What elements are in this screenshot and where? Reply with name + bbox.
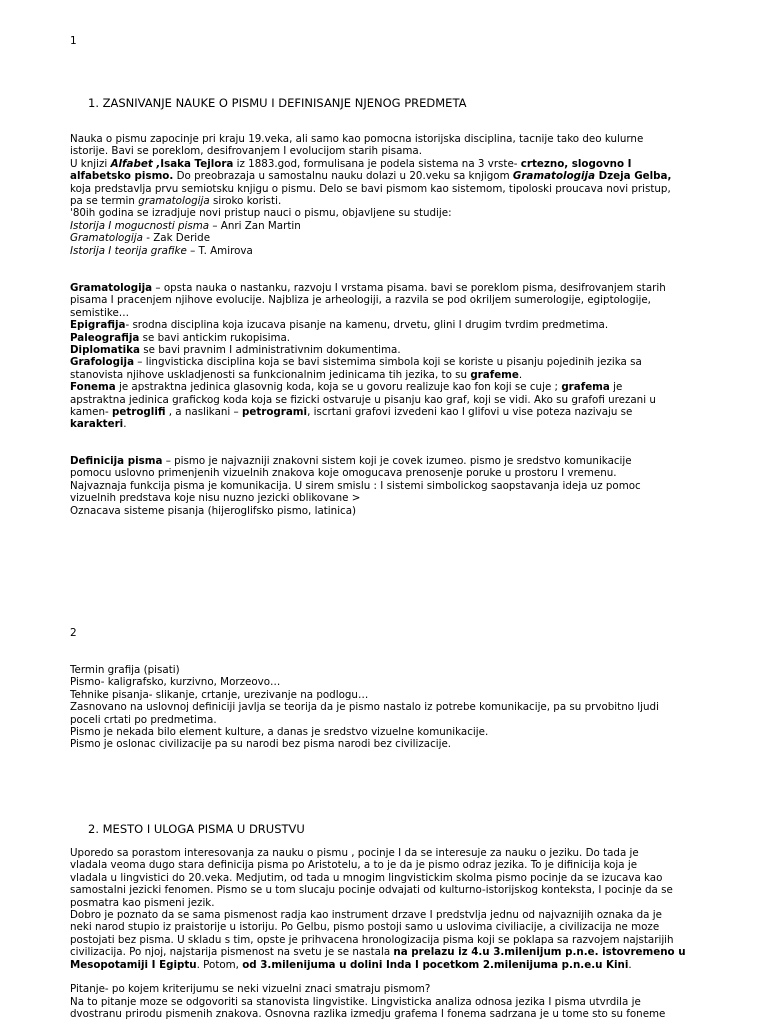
term-bold: Definicija pisma bbox=[70, 455, 163, 467]
text-line: Oznacava sisteme pisanja (hijeroglifsko pismo, latinica) bbox=[70, 504, 357, 517]
term-bold: karakteri bbox=[70, 418, 124, 431]
intro-paragraph bbox=[70, 133, 710, 257]
text-run: se bavi antickim rukopisima. bbox=[139, 331, 291, 344]
text-line bbox=[70, 406, 710, 418]
text-line: pomocu uslovno primenjenih vizuelnih znakova koje omogucava prenosenje poruke u prostoru I vremenu. bbox=[70, 467, 617, 480]
term-italic: gramatologija bbox=[138, 195, 210, 208]
text-line bbox=[70, 418, 710, 430]
text-line: poceli crtati po predmetima. bbox=[70, 713, 217, 726]
text-line bbox=[70, 369, 710, 381]
text-line: Pismo- kaligrafsko, kurzivno, Morzeovo… bbox=[70, 676, 281, 689]
study-author: – T. Amirova bbox=[186, 244, 253, 257]
text-line: dvostranu prirodu pismenih znakova. Osnovna razlika izmedju grafema I fonema sadrzana je u tome sto su foneme bbox=[70, 1008, 666, 1021]
term-bold: Diplomatika bbox=[70, 344, 140, 357]
text-line: Termin grafija (pisati) bbox=[70, 664, 180, 676]
text-run: . Potom, bbox=[196, 958, 243, 971]
text-run: . bbox=[518, 368, 523, 381]
text-run: kamen- bbox=[70, 406, 112, 419]
text-line bbox=[70, 959, 710, 971]
text-line: Dobro je poznato da se sama pismenost radja kao instrument drzave I predstvlja jednu od najvaznijih oznaka da je bbox=[70, 909, 662, 922]
text-line bbox=[70, 282, 710, 294]
text-line bbox=[70, 195, 710, 207]
text-line bbox=[70, 170, 710, 182]
term-bold: petrogrami bbox=[241, 406, 308, 419]
text-line bbox=[70, 158, 710, 170]
text-run: – opsta nauka o nastanku, razvoju I vrstama pisama. bavi se poreklom pisma, desifrovanjem starih bbox=[152, 282, 666, 294]
study-line bbox=[70, 220, 710, 232]
blank-line bbox=[70, 971, 710, 983]
text-run: civilizacija. Po njoj, najstarija pismenost na svetu je se nastala bbox=[70, 946, 394, 959]
author-name: Dzeja Gelba, bbox=[595, 170, 672, 183]
study-title: Istorija I teorija grafike bbox=[70, 244, 187, 257]
term-bold: Fonema bbox=[70, 381, 116, 394]
text-run: je apstraktna jedinica glasovnig koda, koja se u govoru realizuje kao fon koji se cuje ; bbox=[115, 381, 562, 394]
text-line: koja predstavlja prvu semiotsku knjigu o pismu. Delo se bavi pismom kao sistemom, tipoloski proucava novi pristup, bbox=[70, 182, 671, 195]
text-line: vladala u lingvistici do 20.veka. Medjutim, od tada u mnogim lingvistickim skolma pismo pocinje da se izucava kao bbox=[70, 871, 663, 884]
study-author: - Zak Deride bbox=[142, 232, 211, 245]
emphasis-text: alfabetsko pismo. bbox=[70, 170, 174, 183]
emphasis-text: Mesopotamiji I Egiptu bbox=[70, 958, 197, 971]
text-line: Pismo je nekada bilo element kulture, a danas je sredstvo vizuelne komunikacije. bbox=[70, 726, 489, 739]
text-run: iz 1883.god, formulisana je podela sistema na 3 vrste- bbox=[233, 157, 521, 170]
text-run: Do preobrazaja u samostalnu nauku dolazi u 20.veku sa knjigom bbox=[173, 170, 513, 183]
text-line: Pitanje- po kojem kriterijumu se neki vizuelni znaci smatraju pismom? bbox=[70, 983, 431, 996]
text-line: samostalni jezicki fenomen. Pismo se u tom slucaju pocinje odvajati od kulturno-istorijskog konteksta, I pocinje da se bbox=[70, 884, 673, 897]
text-line: postojati bez pisma. U skladu s tim, opste je prihvacena hronologizacija pisma koji se poklapa sa razvojem najstarijih bbox=[70, 933, 674, 946]
term-bold: grafema bbox=[561, 381, 610, 394]
text-line: Tehnike pisanja- slikanje, crtanje, urezivanje na podlogu… bbox=[70, 688, 369, 701]
text-line: Zasnovano na uslovnoj definiciji javlja se teorija da je pismo nastalo iz potrebe komunikacije, pa su prvobitno ljudi bbox=[70, 701, 659, 714]
text-run: – pismo je najvazniji znakovni sistem koji je covek izumeo. pismo je sredstvo komunikacije bbox=[162, 455, 632, 467]
term-bold: grafeme bbox=[470, 368, 519, 381]
text-line bbox=[70, 319, 710, 331]
grafija-paragraph bbox=[70, 664, 710, 751]
text-run: - srodna disciplina koja izucava pisanje na kamenu, drvetu, glini I drugim tvrdim predmetima. bbox=[125, 319, 609, 332]
page-number-1: 1 bbox=[70, 35, 77, 47]
emphasis-text: od 3.milenijuma u dolini Inda I pocetkom 2.milenijuma p.n.e.u Kini bbox=[242, 958, 629, 971]
author-name: Isaka Tejlora bbox=[160, 157, 234, 170]
text-line: semistike… bbox=[70, 306, 130, 319]
study-line bbox=[70, 232, 710, 244]
text-line bbox=[70, 381, 710, 393]
text-run: U knjizi bbox=[70, 157, 111, 170]
text-line bbox=[70, 455, 710, 467]
text-run: , a naslikani – bbox=[165, 406, 242, 419]
study-title: Gramatologija bbox=[70, 232, 143, 245]
text-line: Najvaznaja funkcija pisma je komunikacija. U sirem smislu : I sistemi simbolickog saopstavanja ideja uz pomoc bbox=[70, 479, 641, 492]
study-line bbox=[70, 245, 710, 257]
society-paragraph bbox=[70, 847, 710, 1021]
text-line: Pismo je oslonac civilizacije pa su narodi bez pisma narodi bez civilizacije. bbox=[70, 738, 452, 751]
text-run: – lingvisticka disciplina koja se bavi sistemima simbola koji se koriste u pisanju pojedinih jezika sa bbox=[134, 356, 642, 369]
text-line: vizuelnih predstava koje nisu nuzno jezicki oblikovane > bbox=[70, 492, 361, 505]
text-line: neki narod stupio iz praistorije u istoriju. Po Gelbu, pismo postoji samo u uslovima civiliacije, a civilizacija ne moze bbox=[70, 921, 660, 934]
page-number-2: 2 bbox=[70, 627, 77, 639]
section-heading-2: 2. MESTO I ULOGA PISMA U DRUSTVU bbox=[88, 822, 305, 836]
term-bold: Grafologija bbox=[70, 356, 135, 369]
term-bold: petroglifi bbox=[111, 406, 166, 419]
study-author: – Anri Zan Martin bbox=[209, 219, 301, 232]
study-title: Istorija I mogucnosti pisma bbox=[70, 219, 210, 232]
text-line: istorije. Bavi se poreklom, desifrovanjem I evolucijom starih pisama. bbox=[70, 145, 423, 158]
text-line bbox=[70, 332, 710, 344]
section-heading-1: 1. ZASNIVANJE NAUKE O PISMU I DEFINISANJE NJENOG PREDMETA bbox=[88, 96, 467, 110]
text-line: vladala veoma dugo stara definicija pisma po Aristotelu, a to je da je pismo odraz jezika. To je difinicija koja je bbox=[70, 859, 638, 872]
text-line: posmatra kao pismeni jezik. bbox=[70, 896, 215, 909]
definition-paragraph bbox=[70, 455, 710, 517]
text-run: , iscrtani grafovi izvedeni kao I glifovi u vise poteza nazivaju se bbox=[307, 406, 633, 419]
text-run: je bbox=[609, 381, 623, 394]
term-bold: Gramatologija bbox=[70, 282, 153, 294]
text-line: Uporedo sa porastom interesovanja za nauku o pismu , pocinje I da se interesuje za nauku o jeziku. Do tada je bbox=[70, 847, 639, 859]
term-bold: Epigrafija bbox=[70, 319, 126, 332]
book-title: Alfabet , bbox=[110, 157, 161, 170]
text-run: siroko koristi. bbox=[209, 195, 282, 208]
book-title: Gramatologija bbox=[512, 170, 596, 183]
text-line: Nauka o pismu zapocinje pri kraju 19.veka, ali samo kao pomocna istorijska disciplina, tacnije tako deo kulurne bbox=[70, 133, 644, 145]
emphasis-text: crtezno, slogovno I bbox=[520, 157, 632, 170]
text-run: pa se termin bbox=[70, 195, 139, 208]
text-line bbox=[70, 946, 710, 958]
text-line: pisama I pracenjem njihove evolucije. Najbliza je arheologiji, a razvila se pod okriljem sumerologije, egiptologije, bbox=[70, 294, 651, 307]
text-line: apstraktna jedinica grafickog koda koja se fizicki ostvaruje u pisanju kao graf, koji se vidi. Ako su grafofi urezani u bbox=[70, 393, 656, 406]
terms-paragraph bbox=[70, 282, 710, 431]
text-run: . bbox=[123, 418, 127, 431]
text-run: . bbox=[628, 958, 632, 971]
emphasis-text: na prelazu iz 4.u 3.milenijum p.n.e. istovremeno u bbox=[393, 946, 686, 959]
text-line: Na to pitanje moze se odgovoriti sa stanovista lingvistike. Lingvisticka analiza odnosa jezika I pisma utvrdila je bbox=[70, 995, 641, 1008]
term-bold: Paleografija bbox=[70, 331, 140, 344]
text-line bbox=[70, 344, 710, 356]
text-run: se bavi pravnim I administrativnim dokumentima. bbox=[139, 344, 401, 357]
text-line: '80ih godina se izradjuje novi pristup nauci o pismu, objavljene su studije: bbox=[70, 207, 452, 220]
text-line bbox=[70, 356, 710, 368]
text-run: stanovista njihove uskladjenosti sa funkcionalnim jedinicama tih jezika, to su bbox=[70, 368, 471, 381]
